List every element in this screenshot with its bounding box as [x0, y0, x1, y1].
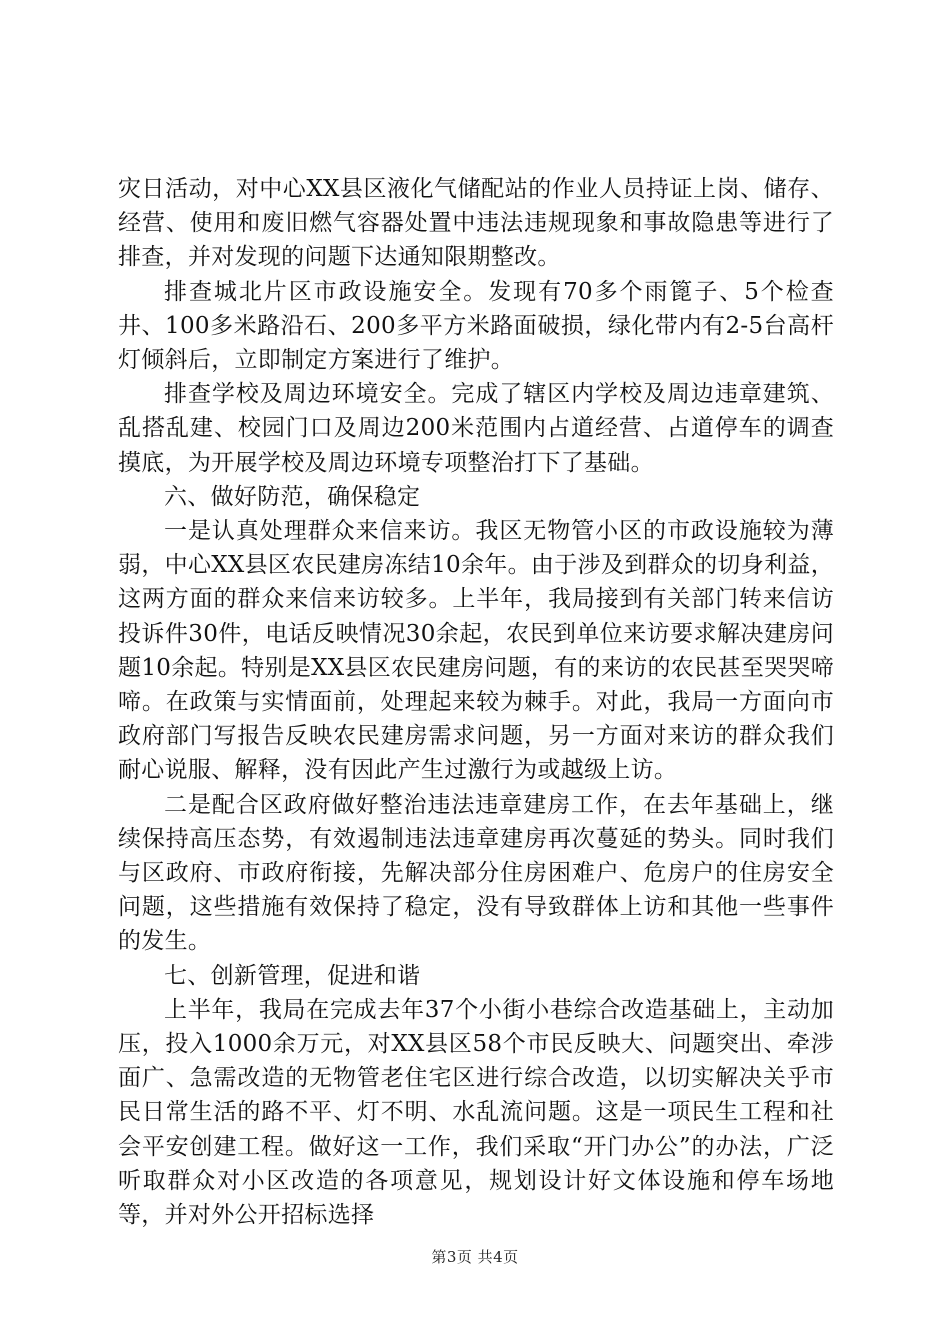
paragraph-4: 一是认真处理群众来信来访。我区无物管小区的市政设施较为薄弱，中心XX县区农民建房冻结10余年。由于涉及到群众的切身利益，这两方面的群众来信来访较多。上半年，我局接到有关部门转来信访投诉件30件，电话反映情况30余起，农民到单位来访要求解决建房问题10余起。特别是XX县区农民建房问题，有的来访的农民甚至哭哭啼啼。在政策与实情面前，处理起来较为棘手。对此，我局一方面向市政府部门写报告反映农民建房需求问题，另一方面对来访的群众我们耐心说服、解释，没有因此产生过激行为或越级上访。	[118, 518, 834, 784]
paragraph-5: 二是配合区政府做好整治违法违章建房工作，在去年基础上，继续保持高压态势，有效遏制违法违章建房再次蔓延的势头。同时我们与区政府、市政府衔接，先解决部分住房困难户、危房户的住房安全问题，这些措施有效保持了稳定，没有导致群体上访和其他一些事件的发生。	[118, 791, 834, 955]
paragraph-3: 排查学校及周边环境安全。完成了辖区内学校及周边违章建筑、乱搭乱建、校园门口及周边200米范围内占道经营、占道停车的调查摸底，为开展学校及周边环境专项整治打下了基础。	[118, 381, 834, 476]
page-number-footer: 第3页 共4页	[431, 1248, 519, 1266]
paragraph-2: 排查城北片区市政设施安全。发现有70多个雨篦子、5个检查井、100多米路沿石、200多平方米路面破损，绿化带内有2-5台高杆灯倾斜后，立即制定方案进行了维护。	[118, 278, 834, 374]
section-heading-7: 七、创新管理，促进和谐	[164, 962, 421, 989]
paragraph-1: 灾日活动，对中心XX县区液化气储配站的作业人员持证上岗、储存、经营、使用和废旧燃气容器处置中违法违规现象和事故隐患等进行了排查，并对发现的问题下达通知限期整改。	[118, 176, 834, 271]
paragraph-6: 上半年，我局在完成去年37个小街小巷综合改造基础上，主动加压，投入1000余万元，对XX县区58个市民反映大、问题突出、牵涉面广、急需改造的无物管老住宅区进行综合改造，以切实解决关乎市民日常生活的路不平、灯不明、水乱流问题。这是一项民生工程和社会平安创建工程。做好这一工作，我们采取“开门办公”的办法，广泛听取群众对小区改造的各项意见，规划设计好文体设施和停车场地等，并对外公开招标选择	[118, 996, 834, 1229]
document-body	[118, 172, 834, 1232]
section-heading-6: 六、做好防范，确保稳定	[164, 483, 421, 510]
